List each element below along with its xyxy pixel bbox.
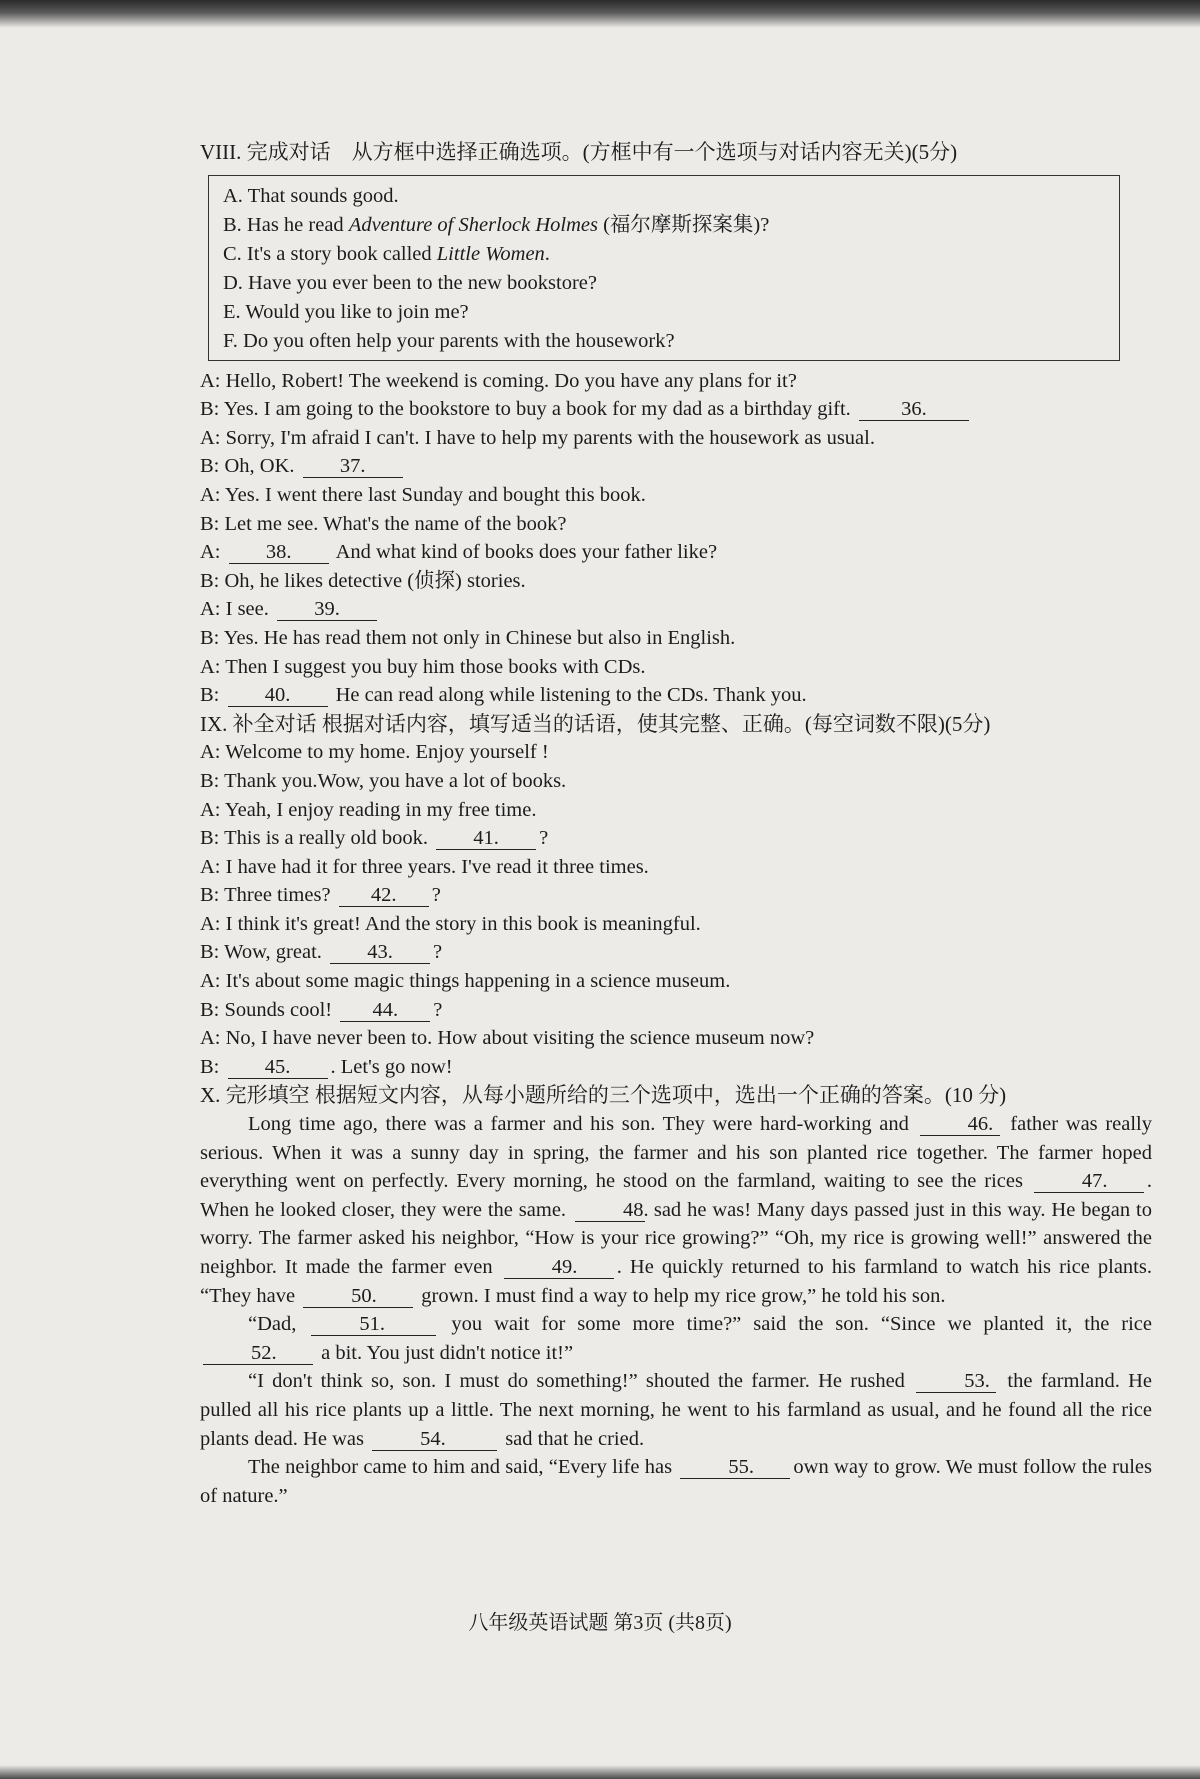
option-text: D. Have you ever been to the new bookstore? bbox=[223, 271, 597, 294]
dialogue-line bbox=[200, 967, 1152, 996]
option-D bbox=[223, 269, 1107, 298]
option-E bbox=[223, 298, 1107, 327]
dialogue-text: A: It's about some magic things happening in a science museum. bbox=[200, 970, 731, 993]
dialogue-text: A: No, I have never been to. How about visiting the science museum now? bbox=[200, 1027, 815, 1050]
cloze-paragraph bbox=[200, 1310, 1152, 1367]
dialogue-text-after: ? bbox=[433, 998, 443, 1021]
dialogue-text: B: Three times? bbox=[200, 884, 331, 907]
dialogue-text: A: Yes. I went there last Sunday and bought this book. bbox=[200, 483, 646, 506]
dialogue-line bbox=[200, 881, 1152, 910]
dialogue-line bbox=[200, 367, 1152, 396]
option-text: E. Would you like to join me? bbox=[223, 300, 469, 323]
cloze-blank-46[interactable]: 46. bbox=[920, 1113, 1000, 1136]
cloze-blank-55[interactable]: 55. bbox=[680, 1456, 790, 1479]
cloze-blank-48[interactable]: 48. bbox=[575, 1199, 645, 1222]
answer-blank-42[interactable]: 42. bbox=[339, 884, 429, 907]
passage-text: The neighbor came to him and said, “Every life has bbox=[248, 1456, 678, 1479]
passage-text: . When he looked closer, they were the same. bbox=[200, 1170, 1152, 1221]
page-footer: 八年级英语试题 第3页 (共8页) bbox=[468, 1612, 732, 1634]
answer-blank-40[interactable]: 40. bbox=[228, 684, 328, 707]
dialogue-text: A: Welcome to my home. Enjoy yourself ! bbox=[200, 741, 549, 764]
dialogue-line bbox=[200, 910, 1152, 939]
option-A bbox=[223, 182, 1107, 211]
section-8-dialogue bbox=[200, 367, 1152, 710]
dialogue-line bbox=[200, 567, 1152, 596]
answer-blank-39[interactable]: 39. bbox=[277, 598, 377, 621]
section-9-title: IX. 补全对话 根据对话内容，填写适当的话语，使其完整、正确。(每空词数不限)(5分) bbox=[200, 711, 991, 736]
dialogue-text: B: Thank you.Wow, you have a lot of books. bbox=[200, 769, 567, 792]
dialogue-line bbox=[200, 824, 1152, 853]
option-B bbox=[223, 211, 1107, 240]
dialogue-line bbox=[200, 796, 1152, 825]
dialogue-line bbox=[200, 1053, 1152, 1082]
option-text: C. It's a story book called bbox=[223, 242, 437, 265]
cloze-blank-49[interactable]: 49. bbox=[504, 1256, 614, 1279]
dialogue-text-after: He can read along while listening to the CDs. Thank you. bbox=[335, 684, 807, 707]
scan-bottom-shadow bbox=[0, 1765, 1200, 1779]
dialogue-line bbox=[200, 452, 1152, 481]
passage-text: a bit. You just didn't notice it!” bbox=[316, 1341, 574, 1364]
dialogue-text: B: Yes. I am going to the bookstore to buy a book for my dad as a birthday gift. bbox=[200, 398, 851, 421]
dialogue-text: B: Yes. He has read them not only in Chinese but also in English. bbox=[200, 626, 736, 649]
options-box bbox=[208, 175, 1120, 361]
dialogue-text: A: I think it's great! And the story in this book is meaningful. bbox=[200, 912, 701, 935]
option-suffix: . bbox=[544, 242, 550, 265]
answer-blank-41[interactable]: 41. bbox=[436, 827, 536, 850]
dialogue-text: A: I have had it for three years. I've read it three times. bbox=[200, 855, 649, 878]
answer-blank-38[interactable]: 38. bbox=[229, 541, 329, 564]
cloze-blank-54[interactable]: 54. bbox=[372, 1428, 497, 1451]
cloze-blank-51[interactable]: 51. bbox=[311, 1313, 436, 1336]
dialogue-line bbox=[200, 1024, 1152, 1053]
passage-text: the farmland. He pulled all his rice plants up a little. The next morning, he went to his farmland as usual, and he found all the rice plants dead. He was bbox=[200, 1370, 1152, 1450]
passage-text: father was really serious. When it was a sunny day in spring, the farmer and his son planted rice together. The farmer hoped everything went on perfectly. Every morning, he stood on the farmland, waiting to see the rices bbox=[200, 1113, 1152, 1193]
option-suffix: (福尔摩斯探案集)? bbox=[597, 213, 770, 236]
dialogue-line bbox=[200, 938, 1152, 967]
section-8-title: VIII. 完成对话 从方框中选择正确选项。(方框中有一个选项与对话内容无关)(5分) bbox=[200, 140, 958, 164]
cloze-paragraph bbox=[200, 1453, 1152, 1510]
passage-text: “I don't think so, son. I must do something!” shouted the farmer. He rushed bbox=[248, 1370, 914, 1393]
passage-text: “Dad, bbox=[248, 1313, 309, 1336]
cloze-passage bbox=[200, 1110, 1152, 1510]
cloze-blank-47[interactable]: 47. bbox=[1034, 1170, 1144, 1193]
dialogue-line bbox=[200, 738, 1152, 767]
dialogue-text: B: bbox=[200, 684, 220, 707]
option-C bbox=[223, 240, 1107, 269]
dialogue-text: B: Sounds cool! bbox=[200, 998, 333, 1021]
dialogue-line bbox=[200, 653, 1152, 682]
section-10-title: X. 完形填空 根据短文内容，从每小题所给的三个选项中，选出一个正确的答案。(10 分) bbox=[200, 1083, 1007, 1108]
cloze-paragraph bbox=[200, 1110, 1152, 1310]
option-italic-title: Adventure of Sherlock Holmes bbox=[348, 213, 598, 236]
dialogue-text: B: bbox=[200, 1055, 220, 1078]
dialogue-text: A: bbox=[200, 541, 221, 564]
dialogue-line bbox=[200, 424, 1152, 453]
dialogue-line bbox=[200, 853, 1152, 882]
dialogue-text-after: ? bbox=[431, 884, 441, 907]
answer-blank-44[interactable]: 44. bbox=[340, 999, 430, 1022]
dialogue-text: B: This is a really old book. bbox=[200, 827, 428, 850]
dialogue-text-after: . Let's go now! bbox=[330, 1055, 453, 1078]
answer-blank-43[interactable]: 43. bbox=[330, 941, 430, 964]
dialogue-text: A: I see. bbox=[200, 598, 269, 621]
cloze-blank-50[interactable]: 50. bbox=[303, 1285, 413, 1308]
answer-blank-45[interactable]: 45. bbox=[228, 1056, 328, 1079]
dialogue-line bbox=[200, 996, 1152, 1025]
answer-blank-37[interactable]: 37. bbox=[303, 455, 403, 478]
dialogue-text-after: ? bbox=[433, 941, 443, 964]
option-text: B. Has he read bbox=[223, 213, 349, 236]
answer-blank-36[interactable]: 36. bbox=[859, 398, 969, 421]
dialogue-line bbox=[200, 510, 1152, 539]
passage-text: own way to grow. We must follow the rules of nature.” bbox=[200, 1456, 1152, 1507]
dialogue-text: A: Hello, Robert! The weekend is coming. Do you have any plans for it? bbox=[200, 369, 797, 392]
dialogue-text: B: Let me see. What's the name of the book? bbox=[200, 512, 567, 535]
passage-text: sad he was! Many days passed just in this way. He began to worry. The farmer asked his neighbor, “How is your rice growing?” “Oh, my rice is growing well!” answered the neighbor. It made the farmer even bbox=[200, 1198, 1152, 1278]
options-list bbox=[223, 182, 1107, 356]
passage-text: . He quickly returned to his farmland to watch his rice plants. “They have bbox=[200, 1256, 1152, 1307]
dialogue-line bbox=[200, 767, 1152, 796]
dialogue-line bbox=[200, 538, 1152, 567]
dialogue-line bbox=[200, 481, 1152, 510]
cloze-paragraph bbox=[200, 1367, 1152, 1453]
cloze-blank-52[interactable]: 52. bbox=[203, 1342, 313, 1365]
dialogue-line bbox=[200, 681, 1152, 710]
exam-page bbox=[200, 138, 1152, 1510]
dialogue-text: A: Yeah, I enjoy reading in my free time. bbox=[200, 798, 537, 821]
dialogue-line bbox=[200, 395, 1152, 424]
dialogue-text: A: Then I suggest you buy him those books with CDs. bbox=[200, 655, 646, 678]
option-F bbox=[223, 327, 1107, 356]
dialogue-line bbox=[200, 624, 1152, 653]
option-text: F. Do you often help your parents with the housework? bbox=[223, 329, 675, 352]
dialogue-text-after: And what kind of books does your father like? bbox=[335, 541, 718, 564]
scan-top-shadow bbox=[0, 0, 1200, 28]
passage-text: grown. I must find a way to help my rice grow,” he told his son. bbox=[416, 1284, 946, 1307]
section-9-dialogue bbox=[200, 738, 1152, 1081]
passage-text: you wait for some more time?” said the son. “Since we planted it, the rice bbox=[439, 1313, 1152, 1336]
passage-text: sad that he cried. bbox=[500, 1427, 645, 1450]
dialogue-text-after: ? bbox=[539, 827, 549, 850]
passage-text: Long time ago, there was a farmer and his son. They were hard-working and bbox=[248, 1113, 917, 1136]
dialogue-text: B: Oh, OK. bbox=[200, 455, 295, 478]
option-italic-title: Little Women bbox=[436, 242, 545, 265]
dialogue-text: B: Wow, great. bbox=[200, 941, 322, 964]
cloze-blank-53[interactable]: 53. bbox=[916, 1370, 996, 1393]
dialogue-line bbox=[200, 595, 1152, 624]
option-text: A. That sounds good. bbox=[223, 184, 399, 207]
dialogue-text: B: Oh, he likes detective (侦探) stories. bbox=[200, 569, 526, 592]
dialogue-text: A: Sorry, I'm afraid I can't. I have to help my parents with the housework as usual. bbox=[200, 426, 875, 449]
